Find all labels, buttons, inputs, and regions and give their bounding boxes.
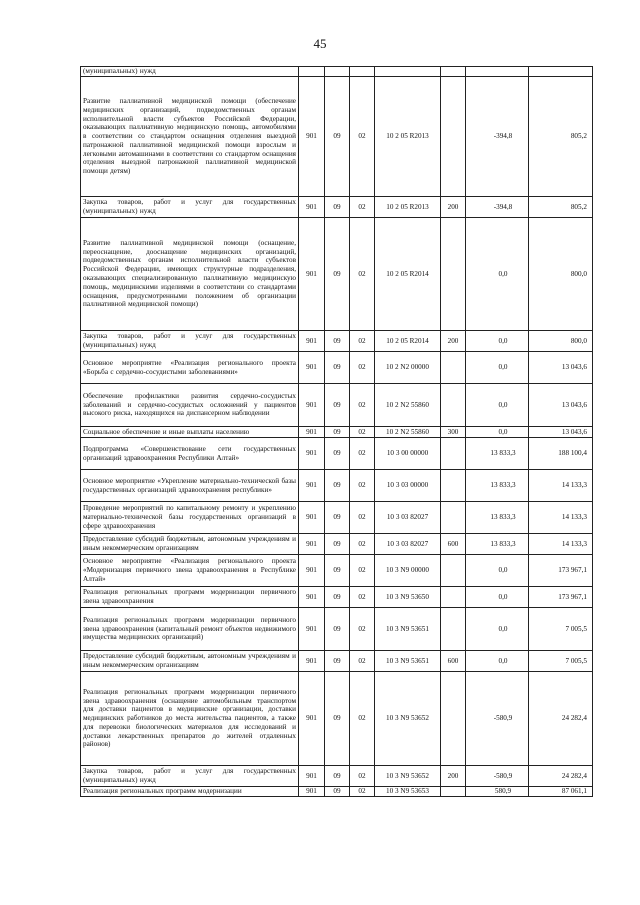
cell-name: Реализация региональных программ модернизации (81, 787, 299, 797)
cell-name: Основное мероприятие «Укрепление материально-технической базы государственных организаций здравоохранения республики» (81, 470, 299, 502)
table-row (81, 384, 593, 427)
cell-total-amount: 13 043,6 (529, 384, 593, 427)
cell-name: Закупка товаров, работ и услуг для государственных (муниципальных) нужд (81, 766, 299, 787)
cell-section: 09 (325, 587, 350, 608)
cell-total-amount: 800,0 (529, 218, 593, 331)
cell-change-amount: 13 833,3 (466, 534, 529, 555)
cell-name: Основное мероприятие «Реализация регионального проекта «Борьба с сердечно-сосудистыми заболеваниями» (81, 352, 299, 384)
cell-change-amount: 13 833,3 (466, 470, 529, 502)
cell-total-amount: 805,2 (529, 77, 593, 197)
cell-total-amount: 24 282,4 (529, 766, 593, 787)
table-row (81, 352, 593, 384)
cell-name: Проведение мероприятий по капитальному ремонту и укреплению материально-технической базы государственных организаций в сфере здравоохранения (81, 502, 299, 534)
table-row (81, 587, 593, 608)
cell-expense-type: 300 (441, 427, 466, 438)
cell-subsection: 02 (350, 470, 375, 502)
cell-expense-type (441, 438, 466, 470)
table-row (81, 502, 593, 534)
cell-name: Социальное обеспечение и иные выплаты населению (81, 427, 299, 438)
cell-ministry (299, 67, 325, 77)
cell-change-amount: -580,9 (466, 766, 529, 787)
cell-expense-type (441, 502, 466, 534)
cell-name: Предоставление субсидий бюджетным, автономным учреждениям и иным некоммерческим организациям (81, 651, 299, 672)
table-row (81, 218, 593, 331)
cell-expense-type (441, 77, 466, 197)
cell-name: Реализация региональных программ модернизации первичного звена здравоохранения (капитальный ремонт объектов недвижимого имущества медицинских организаций) (81, 608, 299, 651)
cell-target-article: 10 3 N9 53650 (375, 587, 441, 608)
cell-section: 09 (325, 787, 350, 797)
cell-expense-type: 200 (441, 331, 466, 352)
cell-total-amount: 13 043,6 (529, 352, 593, 384)
cell-target-article: 10 2 05 R2013 (375, 197, 441, 218)
cell-target-article: 10 3 03 82027 (375, 502, 441, 534)
cell-ministry: 901 (299, 672, 325, 766)
cell-total-amount: 7 005,5 (529, 608, 593, 651)
table-row (81, 608, 593, 651)
table-row (81, 67, 593, 77)
table-row (81, 427, 593, 438)
cell-ministry: 901 (299, 218, 325, 331)
cell-ministry: 901 (299, 77, 325, 197)
cell-subsection: 02 (350, 427, 375, 438)
cell-change-amount: 0,0 (466, 587, 529, 608)
cell-target-article: 10 2 05 R2014 (375, 218, 441, 331)
cell-subsection: 02 (350, 555, 375, 587)
cell-total-amount: 13 043,6 (529, 427, 593, 438)
cell-target-article: 10 3 N9 53653 (375, 787, 441, 797)
cell-ministry: 901 (299, 352, 325, 384)
cell-subsection: 02 (350, 438, 375, 470)
cell-name: Подпрограмма «Совершенствование сети государственных организаций здравоохранения Республики Алтай» (81, 438, 299, 470)
cell-target-article: 10 3 N9 53651 (375, 651, 441, 672)
cell-expense-type (441, 608, 466, 651)
cell-change-amount: 13 833,3 (466, 438, 529, 470)
cell-total-amount: 188 100,4 (529, 438, 593, 470)
table-row (81, 438, 593, 470)
cell-total-amount: 7 005,5 (529, 651, 593, 672)
cell-ministry: 901 (299, 331, 325, 352)
cell-change-amount (466, 67, 529, 77)
cell-ministry: 901 (299, 534, 325, 555)
cell-ministry: 901 (299, 651, 325, 672)
cell-subsection: 02 (350, 651, 375, 672)
cell-change-amount: 0,0 (466, 555, 529, 587)
cell-subsection: 02 (350, 502, 375, 534)
cell-subsection: 02 (350, 331, 375, 352)
cell-expense-type (441, 470, 466, 502)
table-row (81, 651, 593, 672)
cell-target-article: 10 3 00 00000 (375, 438, 441, 470)
cell-ministry: 901 (299, 608, 325, 651)
cell-expense-type: 200 (441, 766, 466, 787)
cell-change-amount: 0,0 (466, 218, 529, 331)
cell-change-amount: -580,9 (466, 672, 529, 766)
cell-change-amount: 0,0 (466, 427, 529, 438)
cell-ministry: 901 (299, 555, 325, 587)
page-number: 45 (313, 36, 327, 51)
cell-target-article: 10 3 03 82027 (375, 534, 441, 555)
cell-expense-type (441, 352, 466, 384)
cell-section: 09 (325, 766, 350, 787)
cell-section: 09 (325, 77, 350, 197)
cell-name: Закупка товаров, работ и услуг для государственных (муниципальных) нужд (81, 197, 299, 218)
cell-subsection (350, 67, 375, 77)
cell-section: 09 (325, 438, 350, 470)
cell-total-amount (529, 67, 593, 77)
cell-name: (муниципальных) нужд (81, 67, 299, 77)
cell-subsection: 02 (350, 608, 375, 651)
cell-section: 09 (325, 427, 350, 438)
cell-expense-type (441, 672, 466, 766)
cell-total-amount: 14 133,3 (529, 534, 593, 555)
cell-subsection: 02 (350, 672, 375, 766)
cell-subsection: 02 (350, 534, 375, 555)
cell-change-amount: -394,8 (466, 197, 529, 218)
cell-expense-type (441, 384, 466, 427)
cell-change-amount: 580,9 (466, 787, 529, 797)
cell-change-amount: -394,8 (466, 77, 529, 197)
cell-section: 09 (325, 197, 350, 218)
cell-target-article: 10 3 N9 00000 (375, 555, 441, 587)
cell-total-amount: 14 133,3 (529, 470, 593, 502)
cell-total-amount: 800,0 (529, 331, 593, 352)
cell-subsection: 02 (350, 766, 375, 787)
cell-section: 09 (325, 608, 350, 651)
table-row (81, 331, 593, 352)
cell-expense-type: 600 (441, 534, 466, 555)
cell-change-amount: 13 833,3 (466, 502, 529, 534)
cell-section: 09 (325, 331, 350, 352)
cell-section: 09 (325, 218, 350, 331)
cell-subsection: 02 (350, 384, 375, 427)
cell-subsection: 02 (350, 77, 375, 197)
cell-section: 09 (325, 651, 350, 672)
cell-name: Предоставление субсидий бюджетным, автономным учреждениям и иным некоммерческим организациям (81, 534, 299, 555)
cell-target-article (375, 67, 441, 77)
cell-change-amount: 0,0 (466, 352, 529, 384)
cell-name: Основное мероприятие «Реализация регионального проекта «Модернизация первичного звена здравоохранения в Республике Алтай» (81, 555, 299, 587)
cell-target-article: 10 3 N9 53652 (375, 766, 441, 787)
cell-expense-type (441, 787, 466, 797)
cell-ministry: 901 (299, 197, 325, 218)
cell-section (325, 67, 350, 77)
cell-change-amount: 0,0 (466, 608, 529, 651)
cell-expense-type (441, 218, 466, 331)
cell-total-amount: 24 282,4 (529, 672, 593, 766)
cell-subsection: 02 (350, 352, 375, 384)
table-row (81, 766, 593, 787)
cell-ministry: 901 (299, 502, 325, 534)
cell-expense-type: 200 (441, 197, 466, 218)
cell-ministry: 901 (299, 427, 325, 438)
cell-ministry: 901 (299, 787, 325, 797)
table-row (81, 77, 593, 197)
cell-section: 09 (325, 352, 350, 384)
cell-total-amount: 14 133,3 (529, 502, 593, 534)
table-row (81, 470, 593, 502)
cell-section: 09 (325, 384, 350, 427)
table-row (81, 672, 593, 766)
cell-total-amount: 87 061,1 (529, 787, 593, 797)
cell-section: 09 (325, 672, 350, 766)
table-row (81, 534, 593, 555)
cell-ministry: 901 (299, 438, 325, 470)
cell-change-amount: 0,0 (466, 651, 529, 672)
cell-change-amount: 0,0 (466, 384, 529, 427)
cell-subsection: 02 (350, 218, 375, 331)
table-body (81, 67, 593, 797)
cell-name: Развитие паллиативной медицинской помощи (обеспечение медицинских организаций, подведомственных органам исполнительной власти субъектов Российской Федерации, оказывающих паллиативную медицинскую помощь, автомобилями в соответствии со стандартом оснащения отделения выездной патронажной паллиативной медицинской помощи взрослым и легковыми автомашинами в соответствии со стандартом оснащения отделения выездной патронажной паллиативной медицинской помощи детям) (81, 77, 299, 197)
budget-table (80, 66, 593, 797)
cell-expense-type (441, 67, 466, 77)
cell-subsection: 02 (350, 787, 375, 797)
cell-section: 09 (325, 555, 350, 587)
cell-target-article: 10 3 N9 53652 (375, 672, 441, 766)
cell-target-article: 10 3 N9 53651 (375, 608, 441, 651)
cell-ministry: 901 (299, 587, 325, 608)
cell-section: 09 (325, 534, 350, 555)
cell-name: Закупка товаров, работ и услуг для государственных (муниципальных) нужд (81, 331, 299, 352)
cell-subsection: 02 (350, 197, 375, 218)
cell-ministry: 901 (299, 470, 325, 502)
table-row (81, 555, 593, 587)
cell-ministry: 901 (299, 384, 325, 427)
cell-name: Реализация региональных программ модернизации первичного звена здравоохранения (81, 587, 299, 608)
table-row (81, 787, 593, 797)
cell-expense-type (441, 555, 466, 587)
cell-subsection: 02 (350, 587, 375, 608)
cell-target-article: 10 2 N2 55860 (375, 384, 441, 427)
cell-change-amount: 0,0 (466, 331, 529, 352)
cell-total-amount: 173 967,1 (529, 587, 593, 608)
cell-name: Развитие паллиативной медицинской помощи (оснащение, переоснащение, дооснащение медицинских организаций, подведомственных органам исполнительной власти субъектов Российской Федерации, имеющих структурные подразделения, оказывающих специализированную паллиативную медицинскую помощь, медицинскими изделиями в соответствии со стандартами оснащения, предусмотренными положением об организации паллиативной медицинской помощи) (81, 218, 299, 331)
cell-expense-type: 600 (441, 651, 466, 672)
cell-target-article: 10 3 03 00000 (375, 470, 441, 502)
cell-name: Реализация региональных программ модернизации первичного звена здравоохранения (оснащение автомобильным транспортом для доставки пациентов в медицинские организации, доставки медицинских работников до места жительства пациентов, а также для перевозки биологических материалов для исследований и доставки лекарственных препаратов до жителей отдаленных районов) (81, 672, 299, 766)
cell-section: 09 (325, 502, 350, 534)
cell-total-amount: 173 967,1 (529, 555, 593, 587)
cell-target-article: 10 2 N2 00000 (375, 352, 441, 384)
cell-name: Обеспечение профилактики развития сердечно-сосудистых заболеваний и сердечно-сосудистых осложнений у пациентов высокого риска, находящихся на диспансерном наблюдении (81, 384, 299, 427)
cell-total-amount: 805,2 (529, 197, 593, 218)
cell-ministry: 901 (299, 766, 325, 787)
cell-target-article: 10 2 N2 55860 (375, 427, 441, 438)
table-row (81, 197, 593, 218)
cell-target-article: 10 2 05 R2014 (375, 331, 441, 352)
cell-expense-type (441, 587, 466, 608)
cell-target-article: 10 2 05 R2013 (375, 77, 441, 197)
cell-section: 09 (325, 470, 350, 502)
